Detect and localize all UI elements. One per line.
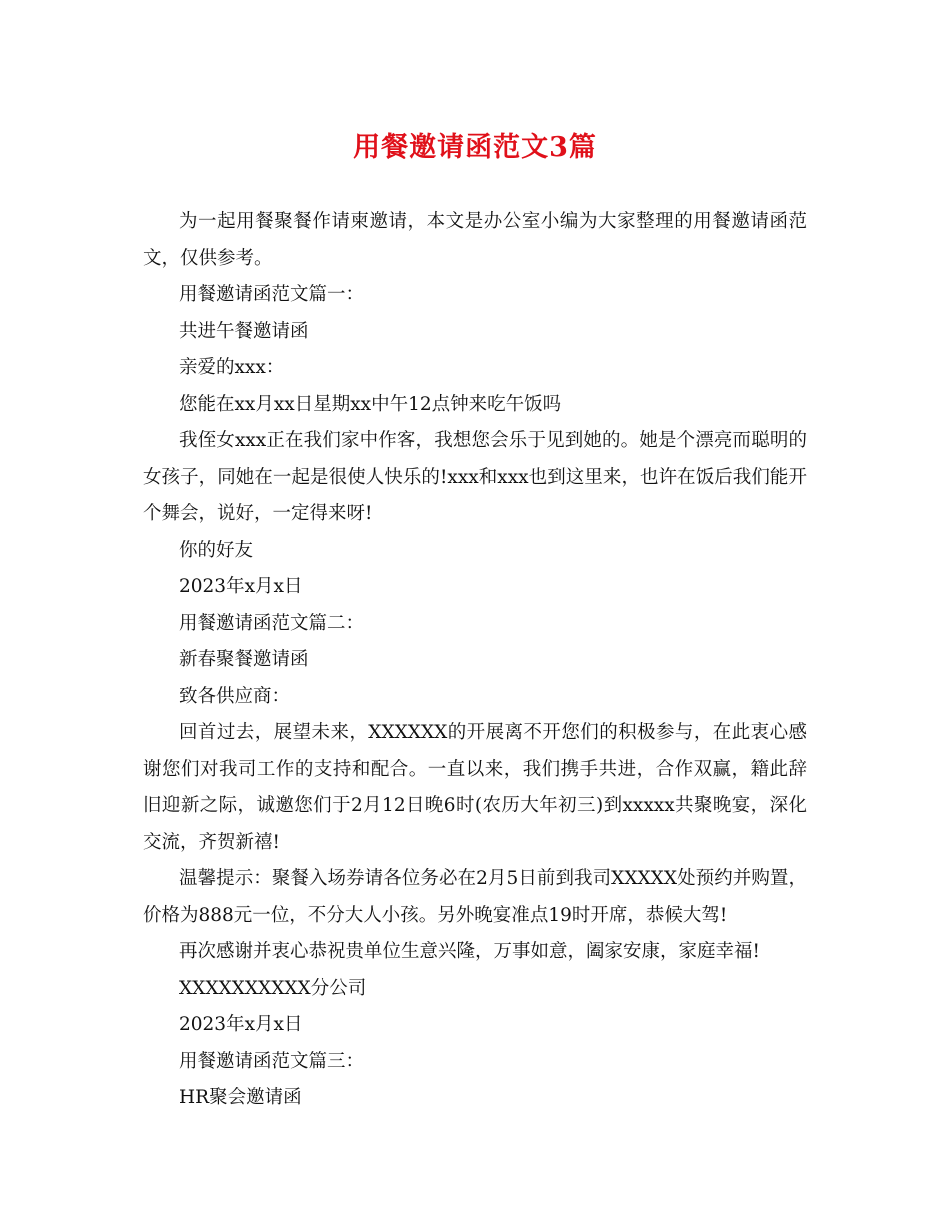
date-line-1: 2023年x月x日 (179, 576, 303, 597)
body-paragraph: 温馨提示：聚餐入场券请各位务必在2月5日前到我司XXXXX处预约并购置，价格为888元一位，不分大人小孩。另外晚宴准点19时开席，恭候大驾! (143, 868, 807, 926)
section-heading-2: 用餐邀请函范文篇二： (179, 612, 365, 634)
salutation-2: 致各供应商： (179, 685, 291, 707)
document-body (143, 204, 807, 1117)
body-paragraph: 您能在xx月xx日星期xx中午12点钟来吃午饭吗 (179, 393, 562, 415)
document-title: 用餐邀请函范文3篇 (353, 132, 597, 163)
body-paragraph: 我侄女xxx正在我们家中作客，我想您会乐于见到她的。她是个漂亮而聪明的女孩子，同她在一起是很使人快乐的!xxx和xxx也到这里来，也许在饭后我们能开个舞会，说好，一定得来呀! (143, 430, 807, 524)
date-line-2: 2023年x月x日 (179, 1014, 303, 1035)
section-heading-3: 用餐邀请函范文篇三： (179, 1050, 365, 1072)
section-heading-1: 用餐邀请函范文篇一： (179, 284, 365, 305)
letter-title-3: HR聚会邀请函 (179, 1087, 302, 1108)
intro-paragraph: 为一起用餐聚餐作请柬邀请，本文是办公室小编为大家整理的用餐邀请函范文，仅供参考。 (143, 211, 807, 269)
closing-1: 你的好友 (179, 539, 254, 561)
body-paragraph: 再次感谢并衷心恭祝贵单位生意兴隆，万事如意，阖家安康，家庭幸福! (179, 941, 760, 962)
letter-title-2: 新春聚餐邀请函 (179, 649, 309, 670)
letter-title-1: 共进午餐邀请函 (179, 320, 309, 342)
body-paragraph: 回首过去，展望未来，XXXXXX的开展离不开您们的积极参与，在此衷心感谢您们对我司工作的支持和配合。一直以来，我们携手共进，合作双赢，籍此辞旧迎新之际，诚邀您们于2月12日晚6时(农历大年初三)到xxxxx共聚晚宴，深化交流，齐贺新禧! (143, 722, 807, 853)
signature-company: XXXXXXXXXX分公司 (179, 977, 367, 999)
salutation-1: 亲爱的xxx： (179, 357, 285, 378)
